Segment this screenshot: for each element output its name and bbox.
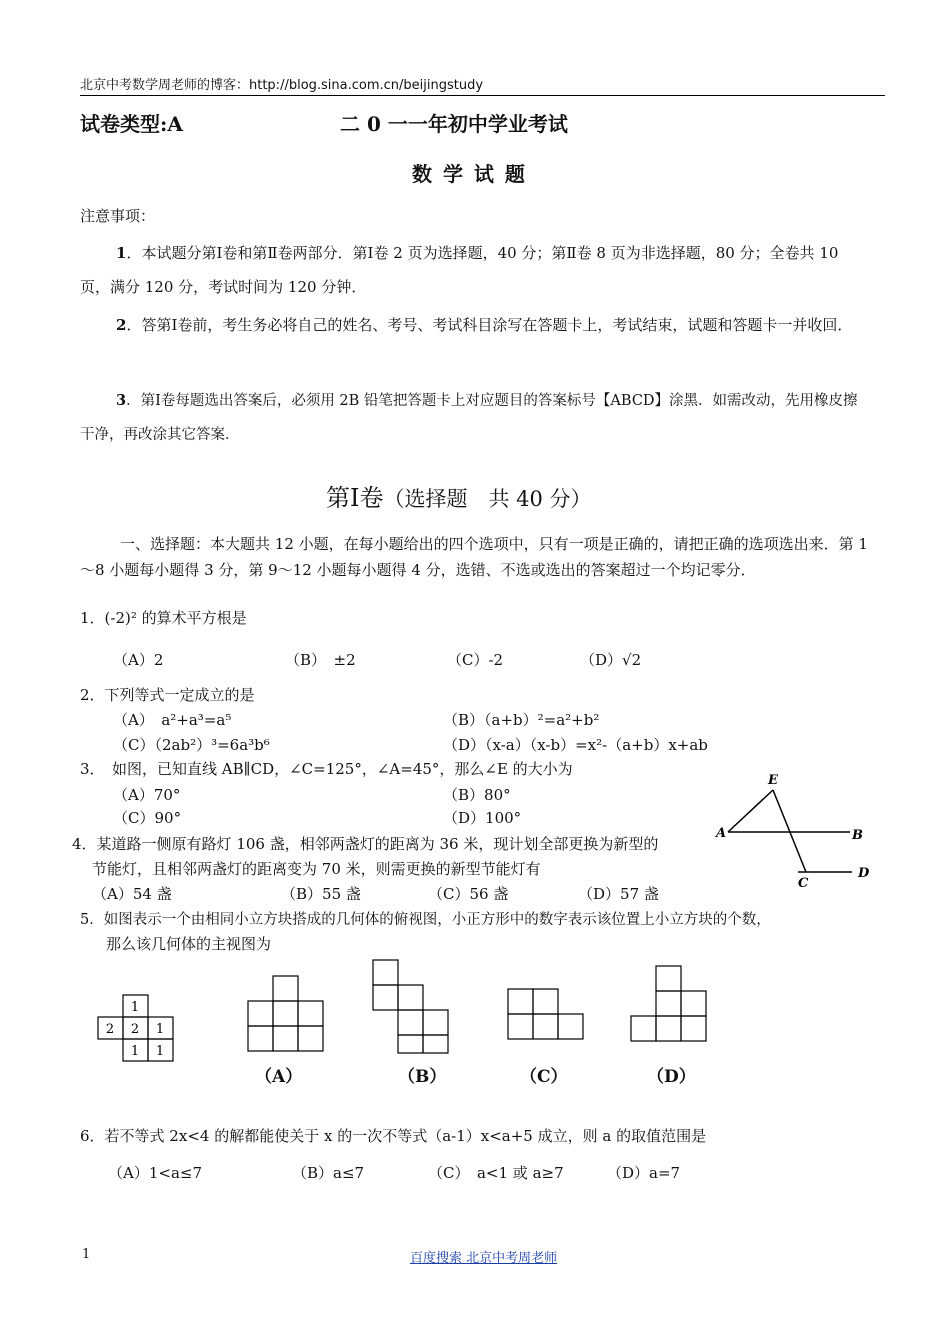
notice-label: 注意事项： — [80, 207, 156, 225]
exam-title: 二 0 一一年初中学业考试 — [340, 112, 568, 136]
q5-view-a — [245, 972, 330, 1057]
q5-label-a: （A） — [255, 1067, 303, 1087]
notice-item-1: 1．本试题分第Ⅰ卷和第Ⅱ卷两部分．第Ⅰ卷 2 页为选择题，40 分；第Ⅱ卷 8 页为非选择题，80 分；全卷共 10 页，满分 120 分，考试时间为 120 分钟． — [80, 244, 839, 296]
q6-option-d: （D）a=7 — [607, 1164, 681, 1182]
subject-title: 数 学 试 题 — [412, 162, 527, 186]
footer-link[interactable]: 百度搜索 北京中考周老师 — [410, 1251, 558, 1266]
q5-label-b: （B） — [398, 1067, 447, 1087]
instructions: 一、选择题：本大题共 12 小题，在每小题给出的四个选项中，只有一项是正确的，请把正确的选项选出来．第 1～8 小题每小题得 3 分，第 9～12 小题每小题得 4 分，选错、不选或选出的答案超过一个均记零分． — [80, 535, 868, 579]
paper-type: 试卷类型:A — [80, 112, 183, 136]
q3-option-a: （A）70° — [113, 786, 181, 804]
grid-num: 1 — [130, 1000, 140, 1015]
q3-option-d: （D）100° — [443, 809, 522, 827]
q2-option-d: （D）（x-a）（x-b）=x²-（a+b）x+ab — [443, 736, 708, 754]
q1-stem: 1．(-2)² 的算术平方根是 — [80, 609, 247, 627]
grid-num: 1 — [155, 1044, 165, 1059]
grid-num: 2 — [130, 1022, 140, 1037]
q2-option-a: （A） a²+a³=a⁵ — [113, 711, 232, 729]
q2-option-b: （B）（a+b）²=a²+b² — [443, 711, 600, 729]
q3-option-c: （C）90° — [113, 809, 182, 827]
q5-label-d: （D） — [647, 1067, 696, 1087]
q5-line1: 5．如图表示一个由相同小立方块搭成的几何体的俯视图，小正方形中的数字表示该位置上小立方块的个数， — [80, 912, 771, 928]
line-ae — [728, 790, 773, 832]
header-rule — [80, 95, 885, 96]
q2-option-c: （C）（2ab²）³=6a³b⁶ — [113, 736, 270, 754]
q3-stem: 3． 如图，已知直线 AB∥CD，∠C=125°，∠A=45°，那么∠E 的大小为 — [80, 760, 573, 778]
label-a: A — [716, 826, 727, 841]
q1-option-a: （A）2 — [113, 651, 164, 669]
q5-view-d — [628, 963, 713, 1048]
q6-option-b: （B）a≤7 — [292, 1164, 365, 1182]
section-title: 第Ⅰ卷（选择题 共 40 分） — [326, 484, 592, 512]
q6-stem: 6．若不等式 2x<4 的解都能使关于 x 的一次不等式（a-1）x<a+5 成立，则 a 的取值范围是 — [80, 1127, 707, 1145]
q4-line1: 4．某道路一侧原有路灯 106 盏，相邻两盏灯的距离为 36 米，现计划全部更换为新型的 — [72, 835, 659, 853]
line-ec — [773, 790, 806, 872]
q5-view-b — [370, 957, 460, 1057]
q6-option-c: （C） a<1 或 a≥7 — [428, 1164, 564, 1182]
label-d: D — [858, 866, 870, 881]
q4-line2: 节能灯，且相邻两盏灯的距离变为 70 米，则需更换的新型节能灯有 — [92, 860, 541, 878]
q4-option-d: （D）57 盏 — [578, 885, 659, 903]
grid-num: 1 — [155, 1022, 165, 1037]
q1-option-c: （C）-2 — [447, 651, 504, 669]
q3-option-b: （B）80° — [443, 786, 511, 804]
q4-option-b: （B）55 盏 — [281, 885, 361, 903]
notice-item-2: 2．答第Ⅰ卷前，考生务必将自己的姓名、考号、考试科目涂写在答题卡上，考试结束，试题和答题卡一并收回． — [116, 316, 853, 334]
q5-label-c: （C） — [520, 1067, 568, 1087]
notice-item-3: 3．第Ⅰ卷每题选出答案后，必须用 2B 铅笔把答题卡上对应题目的答案标号【ABCD】涂黑．如需改动，先用橡皮擦干净，再改涂其它答案． — [80, 392, 858, 443]
q5-view-c — [505, 985, 590, 1045]
grid-num: 2 — [105, 1022, 115, 1037]
q3-figure — [710, 770, 880, 890]
blog-header: 北京中考数学周老师的博客：http://blog.sina.com.cn/beijingstudy — [80, 78, 484, 93]
q2-stem: 2．下列等式一定成立的是 — [80, 686, 255, 704]
q5-top-view — [95, 990, 180, 1070]
q1-option-d: （D）√2 — [580, 651, 642, 669]
grid-num: 1 — [130, 1044, 140, 1059]
q4-option-c: （C）56 盏 — [428, 885, 509, 903]
page-number: 1 — [82, 1247, 91, 1262]
label-b: B — [852, 828, 863, 843]
q6-option-a: （A）1<a≤7 — [108, 1164, 202, 1182]
q1-option-b: （B） ±2 — [285, 651, 356, 669]
q4-option-a: （A）54 盏 — [92, 885, 172, 903]
label-c: C — [798, 876, 809, 890]
q5-line2: 那么该几何体的主视图为 — [106, 935, 272, 953]
label-e: E — [768, 773, 778, 788]
